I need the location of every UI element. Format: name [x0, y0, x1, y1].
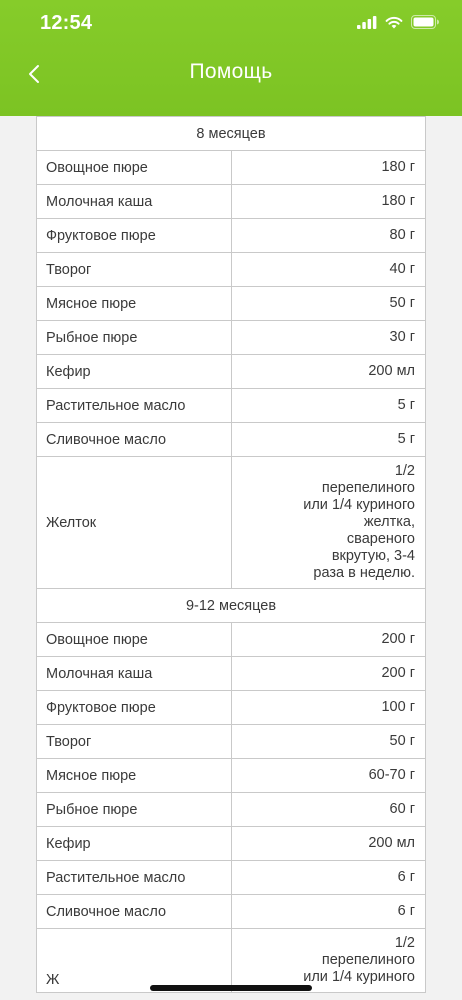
- food-name: Молочная каша: [37, 657, 232, 691]
- help-content[interactable]: [36, 116, 426, 1000]
- table-row: [37, 457, 426, 589]
- table-row: [37, 219, 426, 253]
- food-name: Кефир: [37, 355, 232, 389]
- food-name: Мясное пюре: [37, 759, 232, 793]
- amount-line: перепелиного: [321, 480, 415, 496]
- food-name: Кефир: [37, 827, 232, 861]
- battery-icon: [411, 15, 440, 34]
- section-header-row: [37, 589, 426, 623]
- table-row: [37, 827, 426, 861]
- table-row: [37, 895, 426, 929]
- food-amount: 40 г: [231, 253, 426, 287]
- table-row: [37, 793, 426, 827]
- food-amount: 180 г: [231, 185, 426, 219]
- table-row: [37, 759, 426, 793]
- table-row: [37, 929, 426, 993]
- table-row: [37, 355, 426, 389]
- page-title: Помощь: [189, 60, 273, 83]
- food-amount: 180 г: [231, 151, 426, 185]
- food-name: Желток: [37, 457, 232, 589]
- food-name: Овощное пюре: [37, 151, 232, 185]
- section-header-row: [37, 117, 426, 151]
- table-row: [37, 253, 426, 287]
- food-amount: 100 г: [231, 691, 426, 725]
- wifi-icon: [385, 16, 403, 34]
- status-bar: [0, 0, 462, 50]
- app-header: [0, 0, 462, 116]
- table-row: [37, 287, 426, 321]
- food-name: Фруктовое пюре: [37, 219, 232, 253]
- amount-line: вкрутую, 3-4: [331, 548, 415, 564]
- food-name: Растительное масло: [37, 389, 232, 423]
- food-amount: 200 мл: [231, 827, 426, 861]
- food-name: Творог: [37, 725, 232, 759]
- amount-line: свареного: [346, 531, 415, 547]
- food-amount: 80 г: [231, 219, 426, 253]
- food-name: Молочная каша: [37, 185, 232, 219]
- food-amount: 200 г: [231, 657, 426, 691]
- table-row: [37, 185, 426, 219]
- food-amount: 6 г: [231, 861, 426, 895]
- amount-line: перепелиного: [321, 952, 415, 968]
- status-time: 12:54: [40, 12, 93, 34]
- table-row: [37, 321, 426, 355]
- food-name: Мясное пюре: [37, 287, 232, 321]
- amount-line: или 1/4 куриного: [303, 969, 415, 985]
- table-row: [37, 623, 426, 657]
- amount-line: 1/2: [394, 463, 415, 479]
- table-row: [37, 151, 426, 185]
- food-amount: 200 мл: [231, 355, 426, 389]
- food-amount: 5 г: [231, 423, 426, 457]
- food-name: Овощное пюре: [37, 623, 232, 657]
- cellular-signal-icon: [357, 16, 377, 34]
- amount-line: желтка,: [363, 514, 415, 530]
- food-name: Сливочное масло: [37, 895, 232, 929]
- table-row: [37, 691, 426, 725]
- table-row: [37, 389, 426, 423]
- food-name: Рыбное пюре: [37, 793, 232, 827]
- section-title: 9-12 месяцев: [37, 589, 426, 623]
- table-row: [37, 423, 426, 457]
- food-amount: 50 г: [231, 287, 426, 321]
- table-row: [37, 657, 426, 691]
- food-amount: 60-70 г: [231, 759, 426, 793]
- amount-line: 1/2: [394, 935, 415, 951]
- amount-line: раза в неделю.: [313, 565, 415, 581]
- home-indicator[interactable]: [150, 985, 312, 991]
- food-amount: 50 г: [231, 725, 426, 759]
- food-amount: 5 г: [231, 389, 426, 423]
- food-amount: [231, 457, 426, 589]
- status-icons: [357, 15, 440, 34]
- food-amount: 200 г: [231, 623, 426, 657]
- feeding-table: [36, 116, 426, 993]
- food-amount: 30 г: [231, 321, 426, 355]
- food-name: Творог: [37, 253, 232, 287]
- food-amount: 6 г: [231, 895, 426, 929]
- food-name: Ж: [37, 929, 232, 993]
- amount-line: или 1/4 куриного: [303, 497, 415, 513]
- table-row: [37, 861, 426, 895]
- food-name: Растительное масло: [37, 861, 232, 895]
- food-amount: 60 г: [231, 793, 426, 827]
- table-row: [37, 725, 426, 759]
- food-name: Фруктовое пюре: [37, 691, 232, 725]
- food-name: Рыбное пюре: [37, 321, 232, 355]
- food-amount: [231, 929, 426, 993]
- section-title: 8 месяцев: [37, 117, 426, 151]
- food-name: Сливочное масло: [37, 423, 232, 457]
